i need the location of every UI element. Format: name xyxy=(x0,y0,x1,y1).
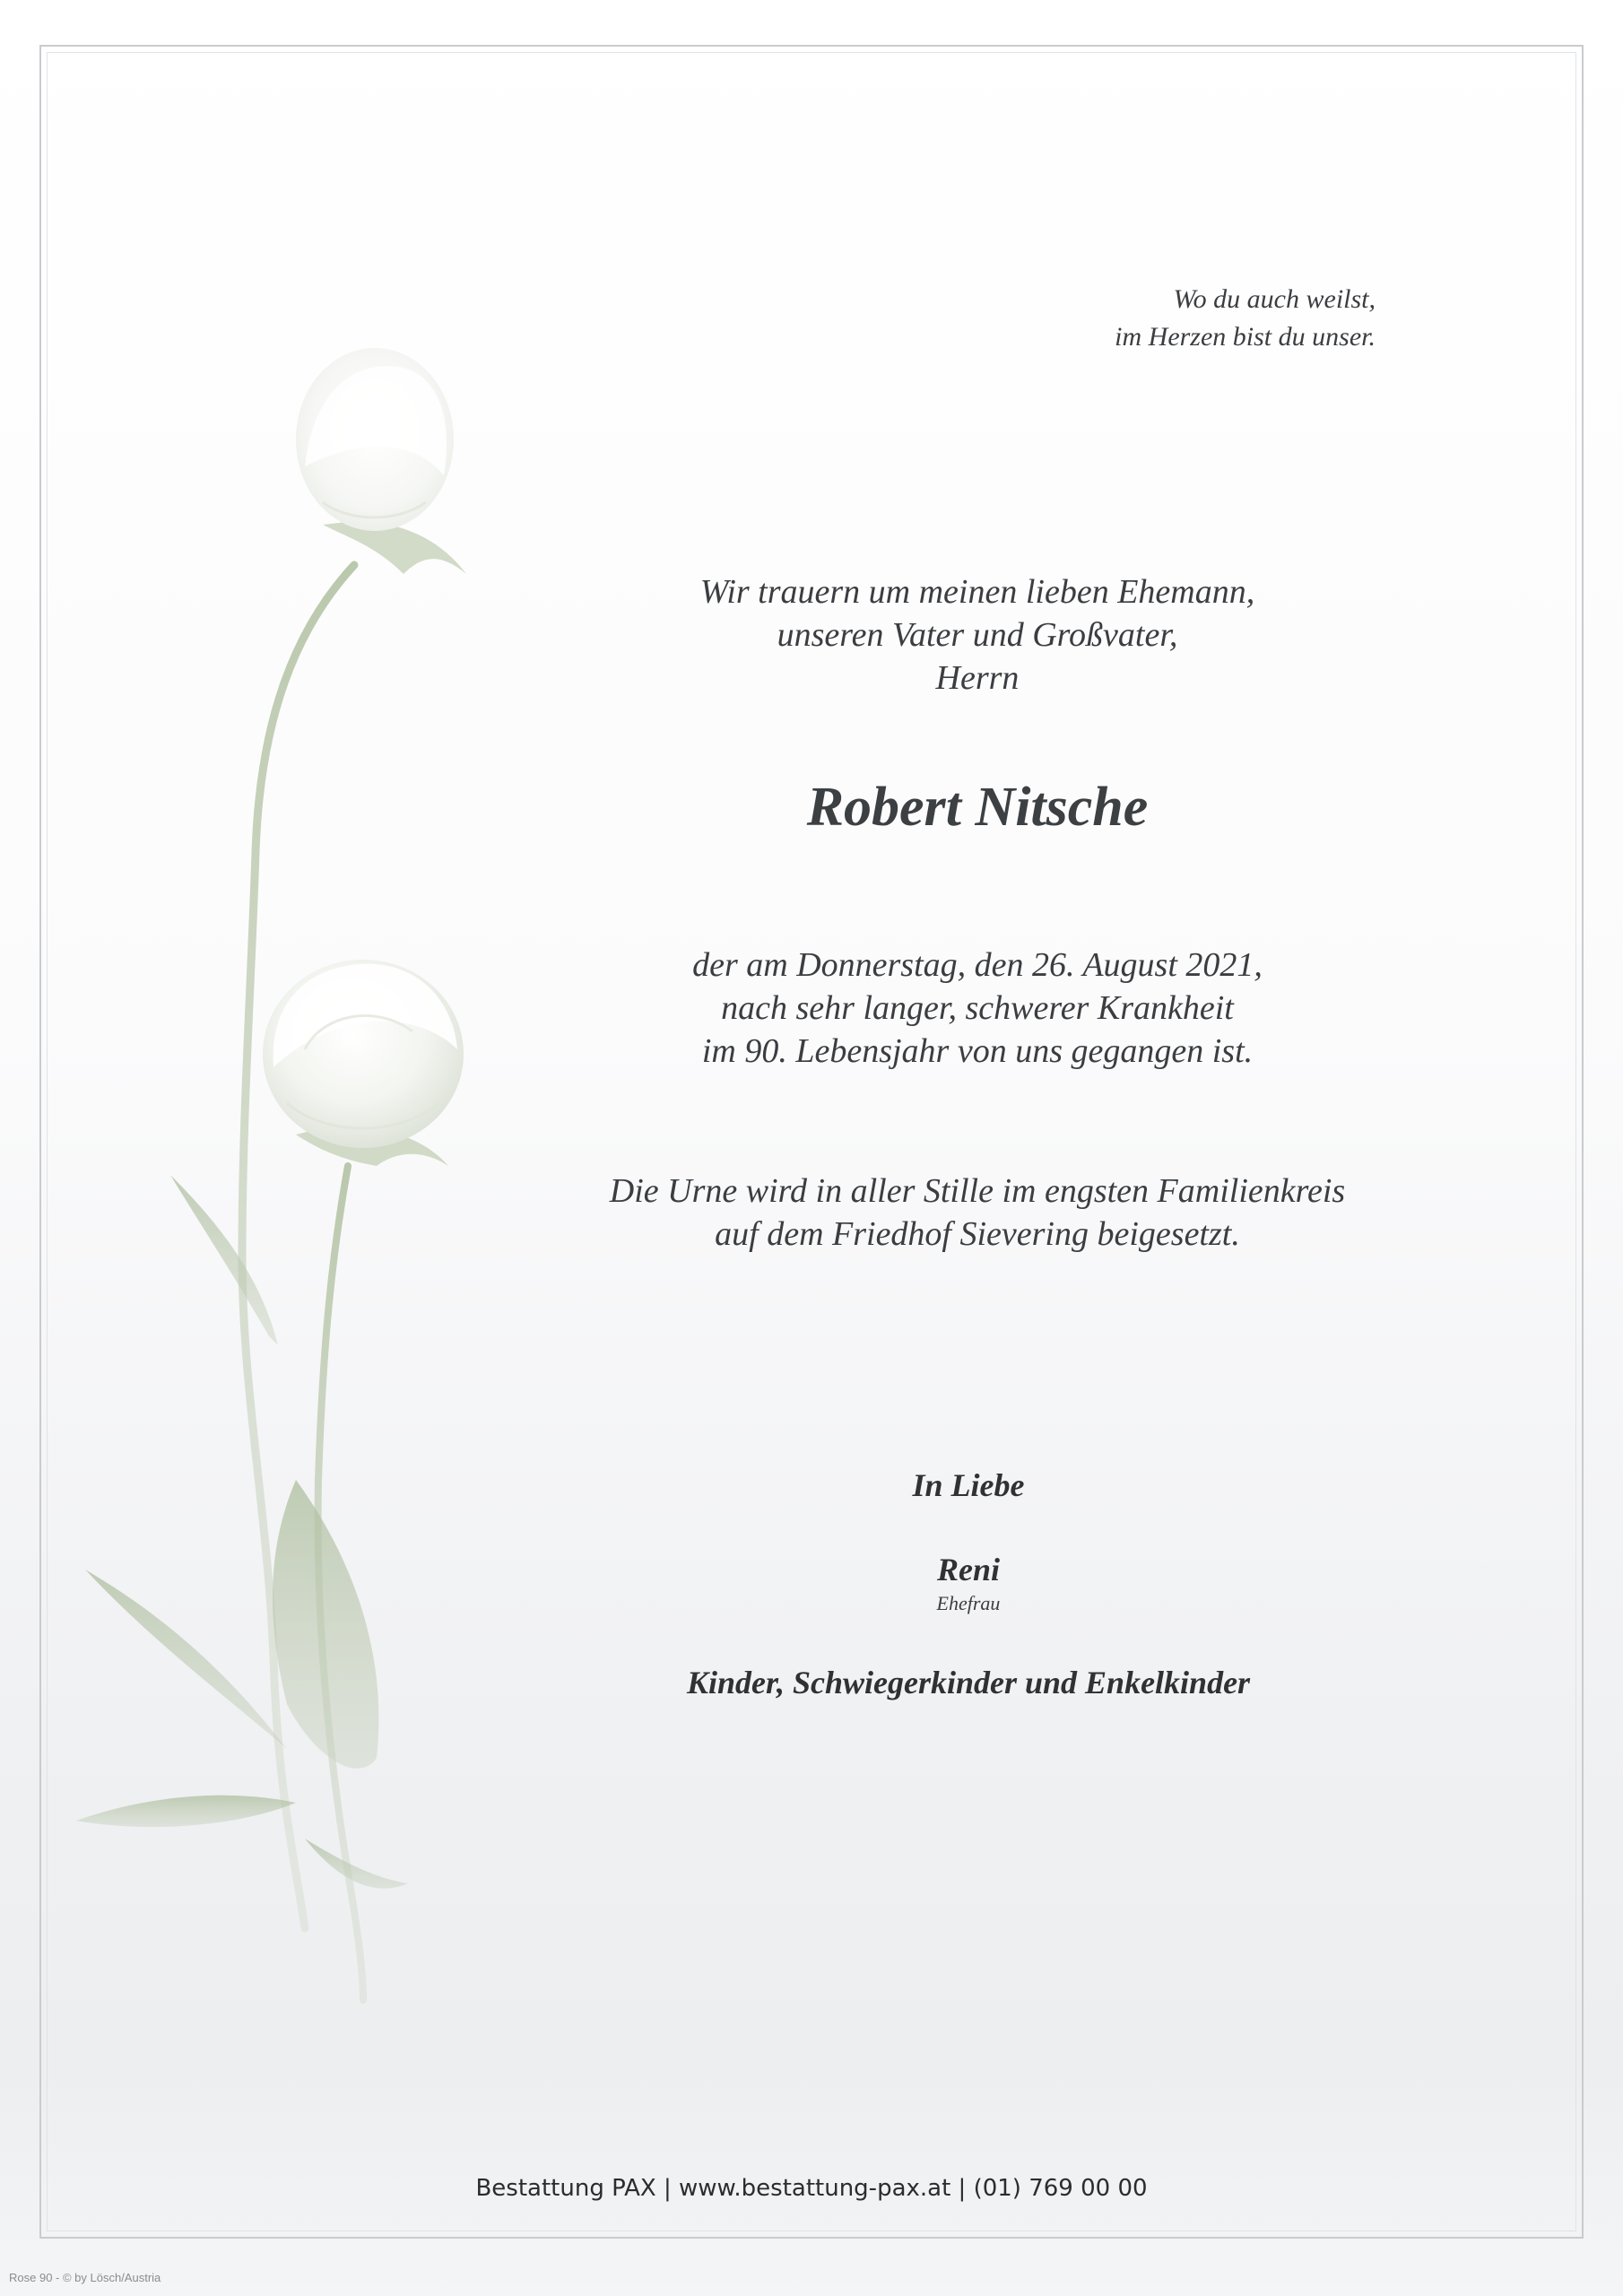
intro-line: unseren Vater und Großvater, xyxy=(777,616,1178,654)
death-notice xyxy=(574,944,1381,1073)
intro-line: Wir trauern um meinen lieben Ehemann, xyxy=(699,573,1255,611)
motto xyxy=(1017,281,1376,356)
family-mourners: Kinder, Schwiegerkinder und Enkelkinder xyxy=(686,1665,1251,1700)
burial-line: auf dem Friedhof Sievering beigesetzt. xyxy=(715,1215,1240,1253)
funeral-home-footer: Bestattung PAX | www.bestattung-pax.at | (01) 769 00 00 xyxy=(475,2175,1148,2202)
rose-leaf xyxy=(170,1175,278,1345)
rose-bud-top xyxy=(296,348,454,531)
intro-line: Herrn xyxy=(935,659,1020,697)
rose-bloom-lower xyxy=(263,960,464,1148)
closing-phrase: In Liebe xyxy=(912,1467,1025,1503)
intro-text xyxy=(592,570,1363,700)
image-credit: Rose 90 - © by Lösch/Austria xyxy=(9,2271,161,2284)
death-line: nach sehr langer, schwerer Krankheit xyxy=(721,989,1234,1027)
deceased-name: Robert Nitsche xyxy=(806,777,1149,838)
rose-leaf xyxy=(273,1480,378,1769)
spouse-role: Ehefrau xyxy=(936,1592,1001,1614)
burial-line: Die Urne wird in aller Stille im engsten Familienkreis xyxy=(609,1172,1346,1210)
rose-sepal xyxy=(323,520,466,574)
rose-leaf xyxy=(305,1839,408,1889)
motto-line: Wo du auch weilst, xyxy=(1173,284,1376,314)
rose-leaf xyxy=(76,1796,296,1827)
motto-line: im Herzen bist du unser. xyxy=(1115,322,1376,352)
spouse-name: Reni xyxy=(936,1552,1000,1587)
burial-notice xyxy=(502,1170,1453,1256)
rose-leaf xyxy=(85,1570,287,1749)
death-line: im 90. Lebensjahr von uns gegangen ist. xyxy=(701,1032,1254,1070)
death-line: der am Donnerstag, den 26. August 2021, xyxy=(692,946,1263,984)
